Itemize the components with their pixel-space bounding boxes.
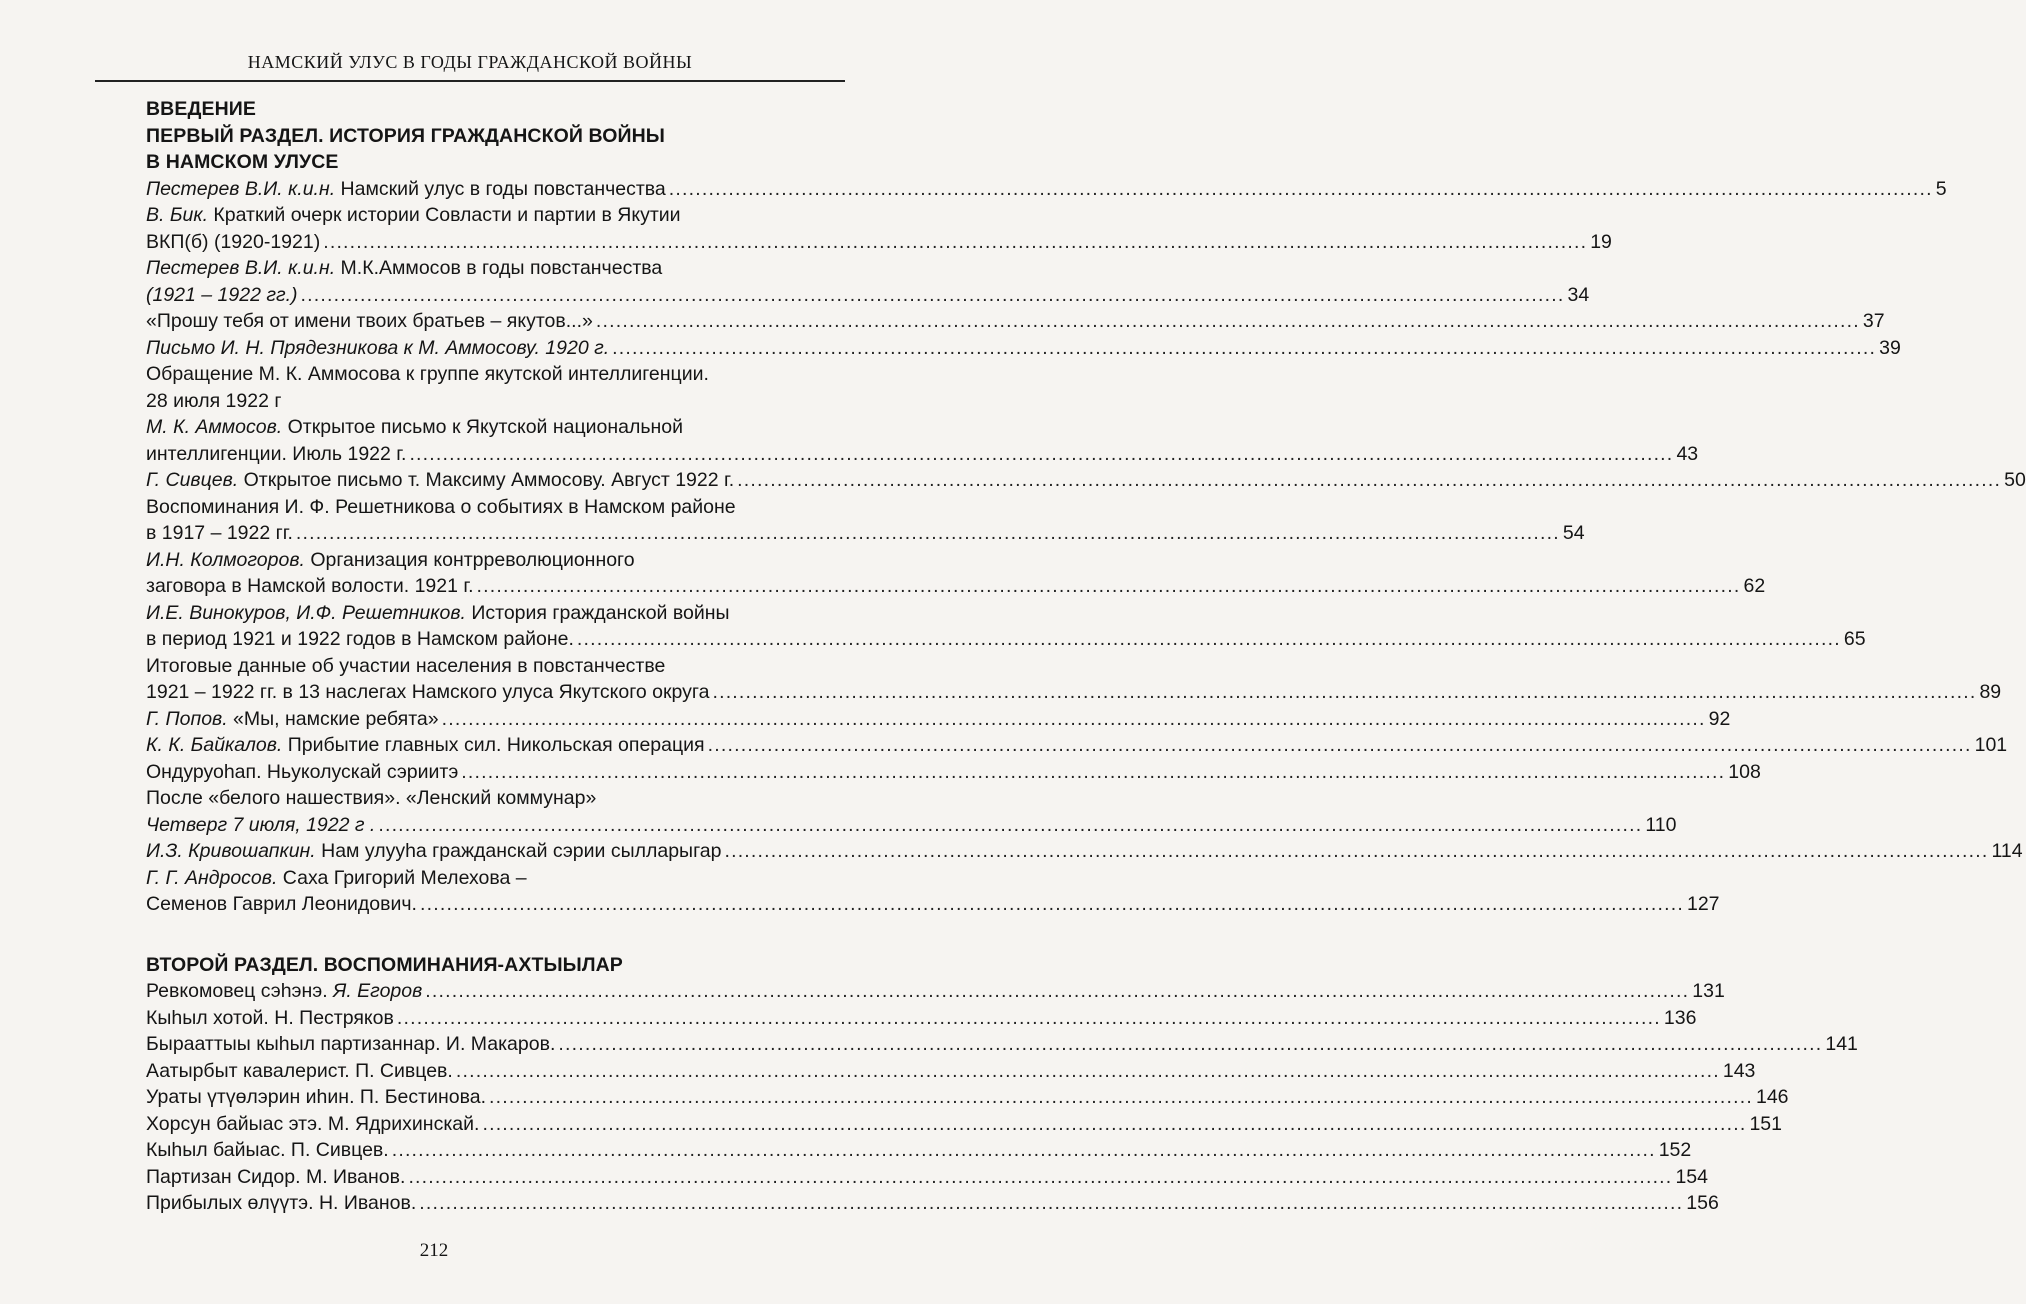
leader-dots: [712, 679, 1976, 706]
entry-line: [146, 229, 1612, 256]
entry-text: [146, 1058, 453, 1085]
entry-text: [146, 867, 527, 889]
entry-line: [146, 388, 838, 415]
entry-page: 110: [1645, 813, 1677, 836]
entry-page: 136: [1663, 1006, 1697, 1029]
table-of-contents: [146, 96, 2026, 1217]
entry-author: И.Е. Винокуров, И.Ф. Решетников.: [146, 601, 466, 624]
entry-text: [146, 204, 681, 226]
entry-line: [146, 467, 2026, 494]
toc-entry: [146, 732, 2008, 759]
entry-text: [146, 282, 298, 309]
entry-title: История гражданской войны: [465, 601, 730, 624]
entry-title-cont: в 1917 – 1922 гг.: [146, 522, 293, 544]
toc-entry: [146, 202, 1612, 255]
entry-title: Воспоминания И. Ф. Решетникова о событиях в Намском районе: [146, 495, 736, 518]
entry-line: [146, 785, 838, 812]
entry-page: 131: [1692, 980, 1725, 1002]
entry-page: 143: [1722, 1059, 1756, 1082]
entry-page: 114: [1991, 840, 2023, 862]
entry-line: [146, 335, 1901, 362]
leader-dots: [477, 573, 1741, 600]
heading-section1-line1: ПЕРВЫЙ РАЗДЕЛ. ИСТОРИЯ ГРАЖДАНСКОЙ ВОЙНЫ: [146, 124, 665, 147]
entry-page: 154: [1675, 1165, 1708, 1188]
entry-text: [146, 1005, 394, 1032]
toc-entry: [146, 706, 1731, 733]
leader-dots: [409, 441, 1673, 468]
entry-page: 37: [1862, 310, 1885, 332]
leader-dots: [392, 1137, 1656, 1164]
entry-title: Намский улус в годы повстанчества: [335, 177, 666, 200]
entry-title: Кыhыл байыас. П. Сивцев.: [146, 1139, 389, 1161]
entry-title: Аатырбыт кавалерист. П. Сивцев.: [146, 1059, 453, 1082]
leader-dots: [419, 1190, 1683, 1217]
entry-text: [146, 655, 665, 677]
entry-title-cont: Четверг 7 июля, 1922 г .: [146, 813, 376, 836]
entry-author: Письмо И. Н. Прядезникова к М. Аммосову. 1920 г.: [146, 336, 610, 359]
entry-title: Ондуруоhап. Ньуколускай сэриитэ: [146, 760, 459, 783]
toc-entry: [146, 1005, 1697, 1032]
entry-line: [146, 282, 1590, 309]
entry-line: [146, 414, 838, 441]
entry-line: [146, 679, 2002, 706]
entry-text: [146, 679, 709, 706]
toc-entry: [146, 600, 1866, 653]
entry-title: Ревкомовец сэhэнэ.: [146, 980, 334, 1002]
page-number: 212: [419, 1240, 449, 1261]
toc-entry: [146, 653, 2002, 706]
leader-dots: [461, 759, 1725, 786]
toc-entry: [146, 1084, 1789, 1111]
entry-text: [146, 441, 406, 468]
entry-line: [146, 308, 1885, 335]
entry-page: 146: [1755, 1086, 1789, 1108]
entry-line: [146, 573, 1766, 600]
entry-title: Нам улууhа гражданскай сэрии сылларыгар: [315, 840, 722, 862]
entry-line: [146, 1190, 1719, 1217]
entry-line: [146, 600, 838, 627]
entry-text: [146, 759, 458, 786]
toc-entry: [146, 865, 1720, 918]
leader-dots: [482, 1111, 1746, 1138]
entry-line: [146, 732, 2008, 759]
toc-entry: [146, 759, 1761, 786]
entry-author: Я. Егоров: [333, 980, 423, 1002]
entry-author: Пестерев В.И. к.и.н.: [146, 257, 336, 279]
leader-dots: [489, 1084, 1753, 1111]
entry-line: [146, 255, 838, 282]
entry-title-cont: ВКП(б) (1920-1921): [146, 230, 321, 253]
entry-line: [146, 865, 838, 892]
leader-dots: [577, 626, 1841, 653]
toc-entry: [146, 308, 1885, 335]
leader-dots: [737, 467, 2001, 494]
entry-line: [146, 759, 1761, 786]
entry-line: [146, 838, 2023, 865]
entry-line: [146, 1111, 1782, 1138]
entry-text: [146, 838, 721, 865]
entry-line: [146, 520, 1585, 547]
entry-page: 151: [1749, 1112, 1782, 1135]
entry-title-cont: Семенов Гаврил Леонидович.: [146, 893, 417, 915]
entry-text: [146, 1111, 479, 1138]
entry-line: [146, 361, 838, 388]
entry-page: 5: [1935, 177, 1947, 200]
entry-author: И.Н. Колмогоров.: [146, 548, 305, 571]
leader-dots: [420, 891, 1684, 918]
entry-text: [146, 732, 705, 759]
entry-text: [146, 416, 683, 438]
leader-dots: [296, 520, 1560, 547]
leader-dots: [408, 1164, 1672, 1191]
entry-page: 19: [1590, 230, 1612, 253]
entry-title-cont: 1921 – 1922 гг. в 13 наслегах Намского улуса Якутского округа: [146, 681, 710, 703]
leader-dots: [323, 229, 1587, 256]
entry-text: [146, 978, 422, 1005]
entry-page: 65: [1843, 628, 1866, 650]
leader-dots: [456, 1058, 1720, 1085]
entry-title-cont: интеллигенции. Июль 1922 г.: [146, 442, 407, 465]
toc-entry: [146, 1164, 1708, 1191]
entry-text: [146, 520, 293, 547]
entry-text: [146, 602, 730, 624]
entry-page: 92: [1708, 707, 1731, 730]
entry-author: М. К. Аммосов.: [146, 416, 283, 438]
leader-dots: [442, 706, 1706, 733]
entry-title: Бырааттыы кыhыл партизаннар. И. Макаров.: [146, 1033, 556, 1055]
toc-entry: [146, 467, 2026, 494]
entry-text: [146, 787, 596, 809]
entry-line: [146, 653, 838, 680]
leader-dots: [378, 812, 1642, 839]
entry-title: Ураты үтүөлэрин иhин. П. Бестинова.: [146, 1086, 486, 1108]
entry-author: Г. Сивцев.: [146, 469, 239, 491]
entry-title: Краткий очерк истории Совласти и партии в Якутии: [208, 204, 681, 226]
leader-dots: [669, 176, 1933, 203]
entry-title-cont: (1921 – 1922 гг.): [146, 283, 298, 306]
entry-text: [146, 549, 635, 571]
entry-author: Г. Г. Андросов.: [146, 866, 278, 889]
entry-author: К. К. Байкалов.: [146, 734, 283, 756]
entry-line: [146, 1137, 1692, 1164]
entry-title: Прибылых өлүүтэ. Н. Иванов.: [146, 1192, 417, 1214]
toc-entry: [146, 1058, 1756, 1085]
entry-title: «Мы, намские ребята»: [227, 707, 439, 730]
heading-section2: ВТОРОЙ РАЗДЕЛ. ВОСПОМИНАНИЯ-АХТЫЫЛАР: [146, 953, 623, 976]
entry-page: 89: [1979, 681, 2002, 703]
entry-page: 152: [1658, 1139, 1692, 1161]
heading-section1-line2: В НАМСКОМ УЛУСЕ: [146, 151, 339, 173]
entry-author: Пестерев В.И. к.и.н.: [146, 177, 336, 200]
entry-line: [146, 1031, 1858, 1058]
entry-text: [146, 176, 666, 203]
toc-entry: [146, 176, 1947, 203]
entry-text: [146, 1137, 389, 1164]
entry-text: [146, 1031, 555, 1058]
entry-line: [146, 1005, 1697, 1032]
entry-page: 62: [1743, 575, 1766, 597]
entry-title-cont: 28 июля 1922 г: [146, 389, 282, 412]
entry-line: [146, 547, 838, 574]
entry-text: [146, 626, 574, 653]
entry-title: Кыhыл хотой. Н. Пестряков: [146, 1006, 394, 1029]
entry-title-cont: заговора в Намской волости. 1921 г.: [146, 575, 474, 597]
toc-entry: [146, 1111, 1782, 1138]
entry-title: «Прошу тебя от имени твоих братьев – якутов...»: [146, 310, 593, 332]
entry-line: [146, 891, 1720, 918]
toc-entry: [146, 1137, 1692, 1164]
entry-author: Г. Попов.: [146, 707, 228, 730]
entry-page: 156: [1686, 1192, 1719, 1214]
toc-entry: [146, 547, 1766, 600]
entry-text: [146, 1084, 486, 1111]
entry-title: Итоговые данные об участии населения в повстанчестве: [146, 654, 666, 677]
entry-title: М.К.Аммосов в годы повстанчества: [335, 257, 663, 279]
leader-dots: [397, 1005, 1661, 1032]
entry-text: [146, 257, 662, 279]
heading-intro: ВВЕДЕНИЕ: [146, 98, 256, 120]
entry-line: [146, 978, 1725, 1005]
entry-text: [146, 573, 474, 600]
entry-title-cont: в период 1921 и 1922 годов в Намском районе.: [146, 628, 574, 650]
entry-title: После «белого нашествия». «Ленский коммунар»: [146, 787, 597, 809]
entry-text: [146, 229, 320, 256]
entry-page: 43: [1676, 442, 1699, 465]
leader-dots: [612, 335, 1876, 362]
entry-title: Обращение М. К. Аммосова к группе якутской интеллигенции.: [146, 363, 709, 385]
entry-text: [146, 363, 709, 385]
leader-dots: [708, 732, 1972, 759]
entry-title: Прибытие главных сил. Никольская операция: [282, 734, 705, 756]
entry-line: [146, 626, 1866, 653]
entry-title: Хорсун байыас этэ. М. Ядрихинскай.: [146, 1112, 480, 1135]
toc-entry: [146, 838, 2023, 865]
entry-text: [146, 467, 734, 494]
entry-author: В. Бик.: [146, 204, 209, 226]
entry-text: [146, 1164, 405, 1191]
toc-entry: [146, 1031, 1858, 1058]
leader-dots: [596, 308, 1860, 335]
entry-line: [146, 1084, 1789, 1111]
entry-title: Открытое письмо т. Максиму Аммосову. Август 1922 г.: [238, 469, 735, 491]
header-rule: [95, 80, 845, 82]
entry-title: Открытое письмо к Якутской национальной: [282, 416, 684, 438]
entry-text: [146, 335, 609, 362]
toc-entry: [146, 361, 838, 414]
entry-page: 50: [2004, 469, 2026, 491]
entry-title: Организация контрреволюционного: [304, 548, 635, 571]
entry-page: 127: [1686, 893, 1720, 915]
toc-entry: [146, 978, 1725, 1005]
entry-title: Саха Григорий Мелехова –: [277, 866, 527, 889]
leader-dots: [724, 838, 1988, 865]
section1-entries: [146, 176, 2026, 918]
entry-line: [146, 176, 1947, 203]
entry-author: И.З. Кривошапкин.: [146, 840, 316, 862]
toc-entry: [146, 785, 1677, 838]
entry-line: [146, 1058, 1756, 1085]
entry-page: 34: [1567, 283, 1590, 306]
entry-line: [146, 494, 838, 521]
toc-entry: [146, 494, 1585, 547]
leader-dots: [425, 978, 1689, 1005]
entry-text: [146, 496, 736, 518]
entry-text: [146, 812, 375, 839]
entry-title: Партизан Сидор. М. Иванов.: [146, 1165, 406, 1188]
entry-page: 54: [1562, 522, 1585, 544]
entry-text: [146, 308, 593, 335]
toc-entry: [146, 414, 1699, 467]
entry-page: 101: [1974, 734, 2008, 756]
entry-line: [146, 706, 1731, 733]
entry-text: [146, 891, 417, 918]
entry-page: 141: [1825, 1033, 1858, 1055]
entry-text: [146, 706, 439, 733]
toc-entry: [146, 255, 1590, 308]
entry-page: 39: [1879, 336, 1901, 359]
entry-line: [146, 812, 1677, 839]
entry-line: [146, 441, 1699, 468]
running-head: НАМСКИЙ УЛУС В ГОДЫ ГРАЖДАНСКОЙ ВОЙНЫ: [247, 52, 693, 72]
toc-entry: [146, 335, 1901, 362]
leader-dots: [301, 282, 1565, 309]
section2-entries: [146, 978, 1858, 1217]
entry-line: [146, 202, 838, 229]
toc-entry: [146, 1190, 1719, 1217]
entry-line: [146, 1164, 1708, 1191]
entry-text: [146, 1190, 416, 1217]
leader-dots: [558, 1031, 1822, 1058]
entry-page: 108: [1728, 760, 1761, 783]
